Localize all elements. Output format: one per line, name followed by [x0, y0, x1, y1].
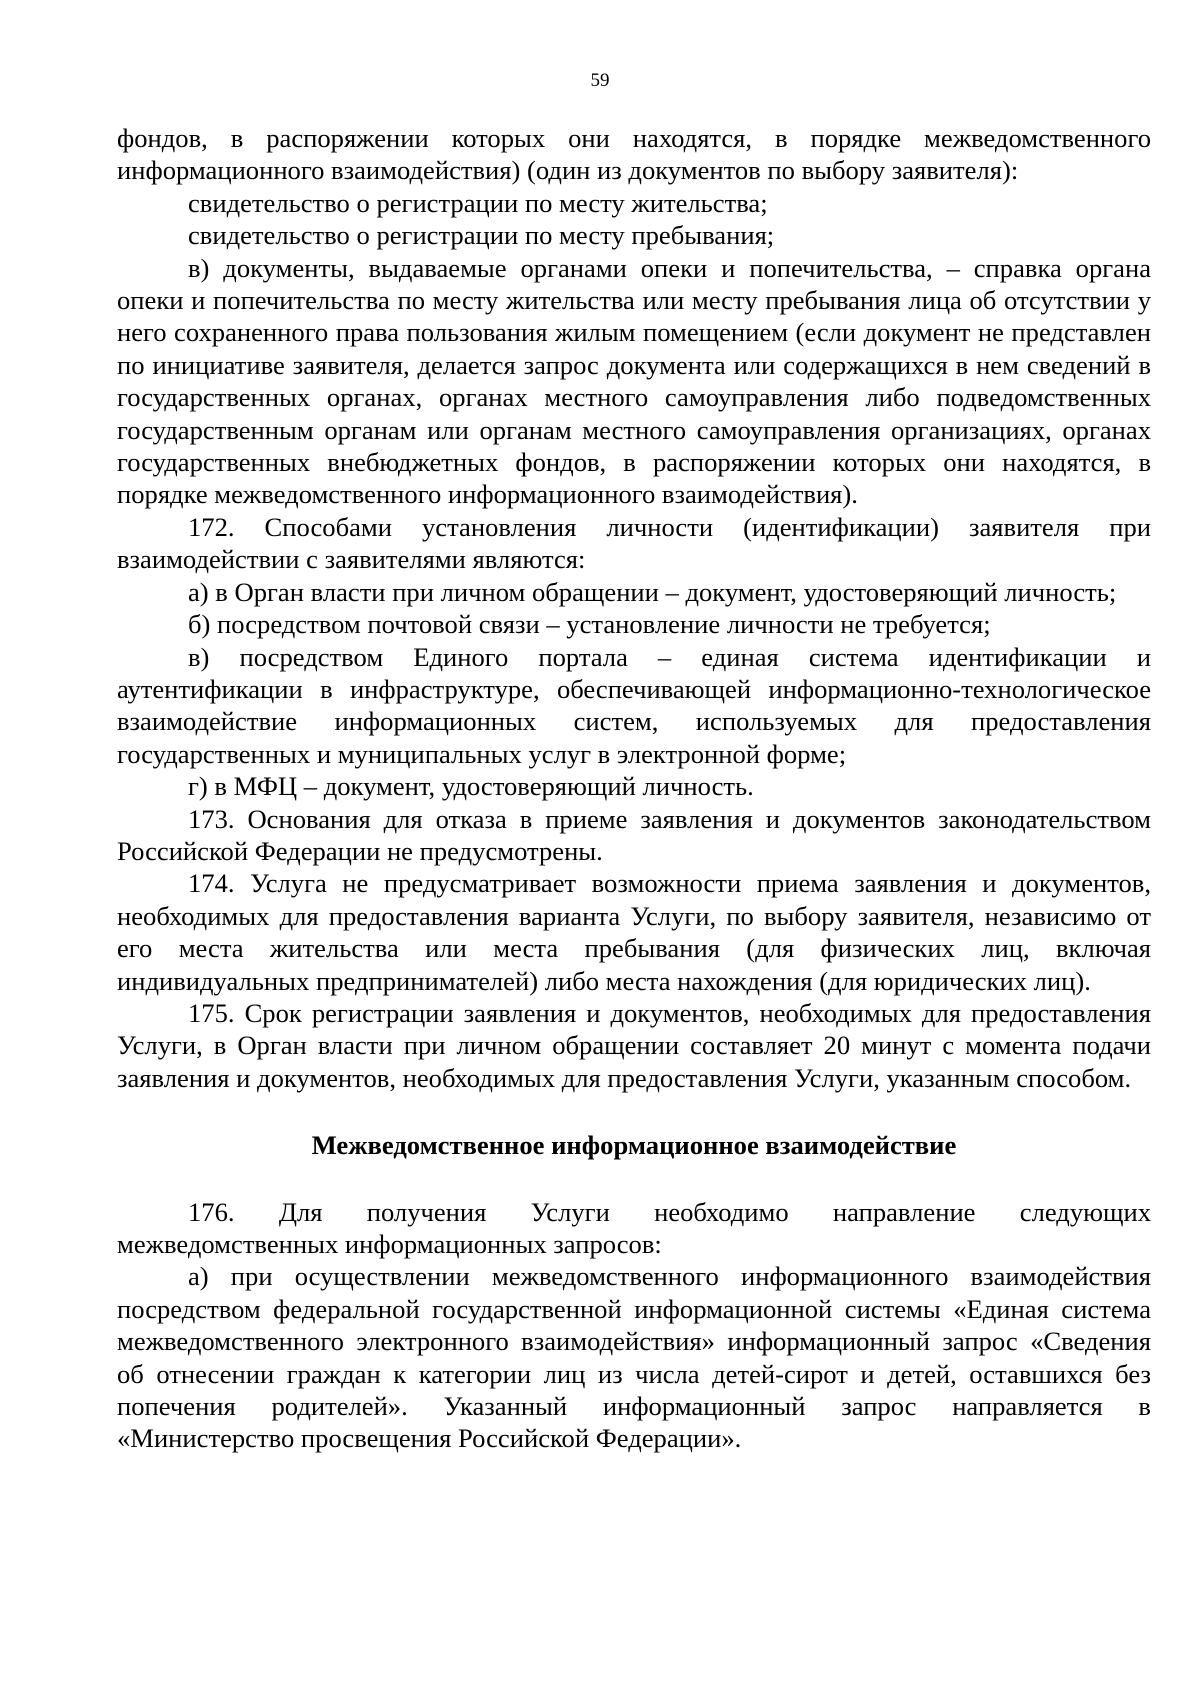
paragraph: в) посредством Единого портала – единая система идентификации и аутентификации в инфраструктуре, обеспечивающей информационно-технологическое взаимодействие информационных систем, используемых для предоставления государственных и муниципальных услуг в электронной форме; — [117, 641, 1151, 769]
paragraph: свидетельство о регистрации по месту пребывания; — [188, 220, 775, 251]
section-before-heading — [117, 122, 1151, 1094]
page-number: 59 — [590, 70, 610, 91]
paragraph: б) посредством почтовой связи – установление личности не требуется; — [188, 609, 991, 640]
paragraph: г) в МФЦ – документ, удостоверяющий личность. — [188, 771, 754, 802]
paragraph: 176. Для получения Услуги необходимо направление следующих межведомственных информационных запросов: — [117, 1196, 1151, 1259]
paragraph: в) документы, выдаваемые органами опеки и попечительства, – справка органа опеки и попечительства по месту жительства или месту пребывания лица об отсутствии у него сохраненного права пользования жилым помещением (если документ не представлен по инициативе заявителя, делается запрос документа или содержащихся в нем сведений в государственных органах, органах местного самоуправления либо подведомственных государственным органам или органам местного самоуправления организациях, органах государственных внебюджетных фондов, в распоряжении которых они находятся, в порядке межведомственного информационного взаимодействия). — [117, 252, 1151, 510]
paragraph: 172. Способами установления личности (идентификации) заявителя при взаимодействии с заявителями являются: — [117, 511, 1151, 575]
paragraph: 174. Услуга не предусматривает возможности приема заявления и документов, необходимых для предоставления варианта Услуги, по выбору заявителя, независимо от его места жительства или места пребывания (для физических лиц, включая индивидуальных предпринимателей) либо места нахождения (для юридических лиц). — [117, 868, 1151, 996]
paragraph: 173. Основания для отказа в приеме заявления и документов законодательством Российской Федерации не предусмотрены. — [117, 803, 1151, 866]
paragraph: а) в Орган власти при личном обращении – документ, удостоверяющий личность; — [188, 576, 1117, 607]
section-after-heading — [117, 1196, 1151, 1455]
section-heading: Межведомственное информационное взаимодействие — [311, 1130, 957, 1161]
paragraph: а) при осуществлении межведомственного информационного взаимодействия посредством федеральной государственной информационной системы «Единая система межведомственного электронного взаимодействия» информационный запрос «Сведения об отнесении граждан к категории лиц из числа детей-сирот и детей, оставшихся без попечения родителей». Указанный информационный запрос направляется в «Министерство просвещения Российской Федерации». — [117, 1261, 1151, 1454]
paragraph: свидетельство о регистрации по месту жительства; — [188, 187, 768, 218]
paragraph: фондов, в распоряжении которых они находятся, в порядке межведомственного информационного взаимодействия) (один из документов по выбору заявителя): — [117, 123, 1151, 186]
document-body — [117, 122, 1151, 1455]
paragraph: 175. Срок регистрации заявления и документов, необходимых для предоставления Услуги, в Орган власти при личном обращении составляет 20 минут с момента подачи заявления и документов, необходимых для предоставления Услуги, указанным способом. — [117, 997, 1151, 1093]
